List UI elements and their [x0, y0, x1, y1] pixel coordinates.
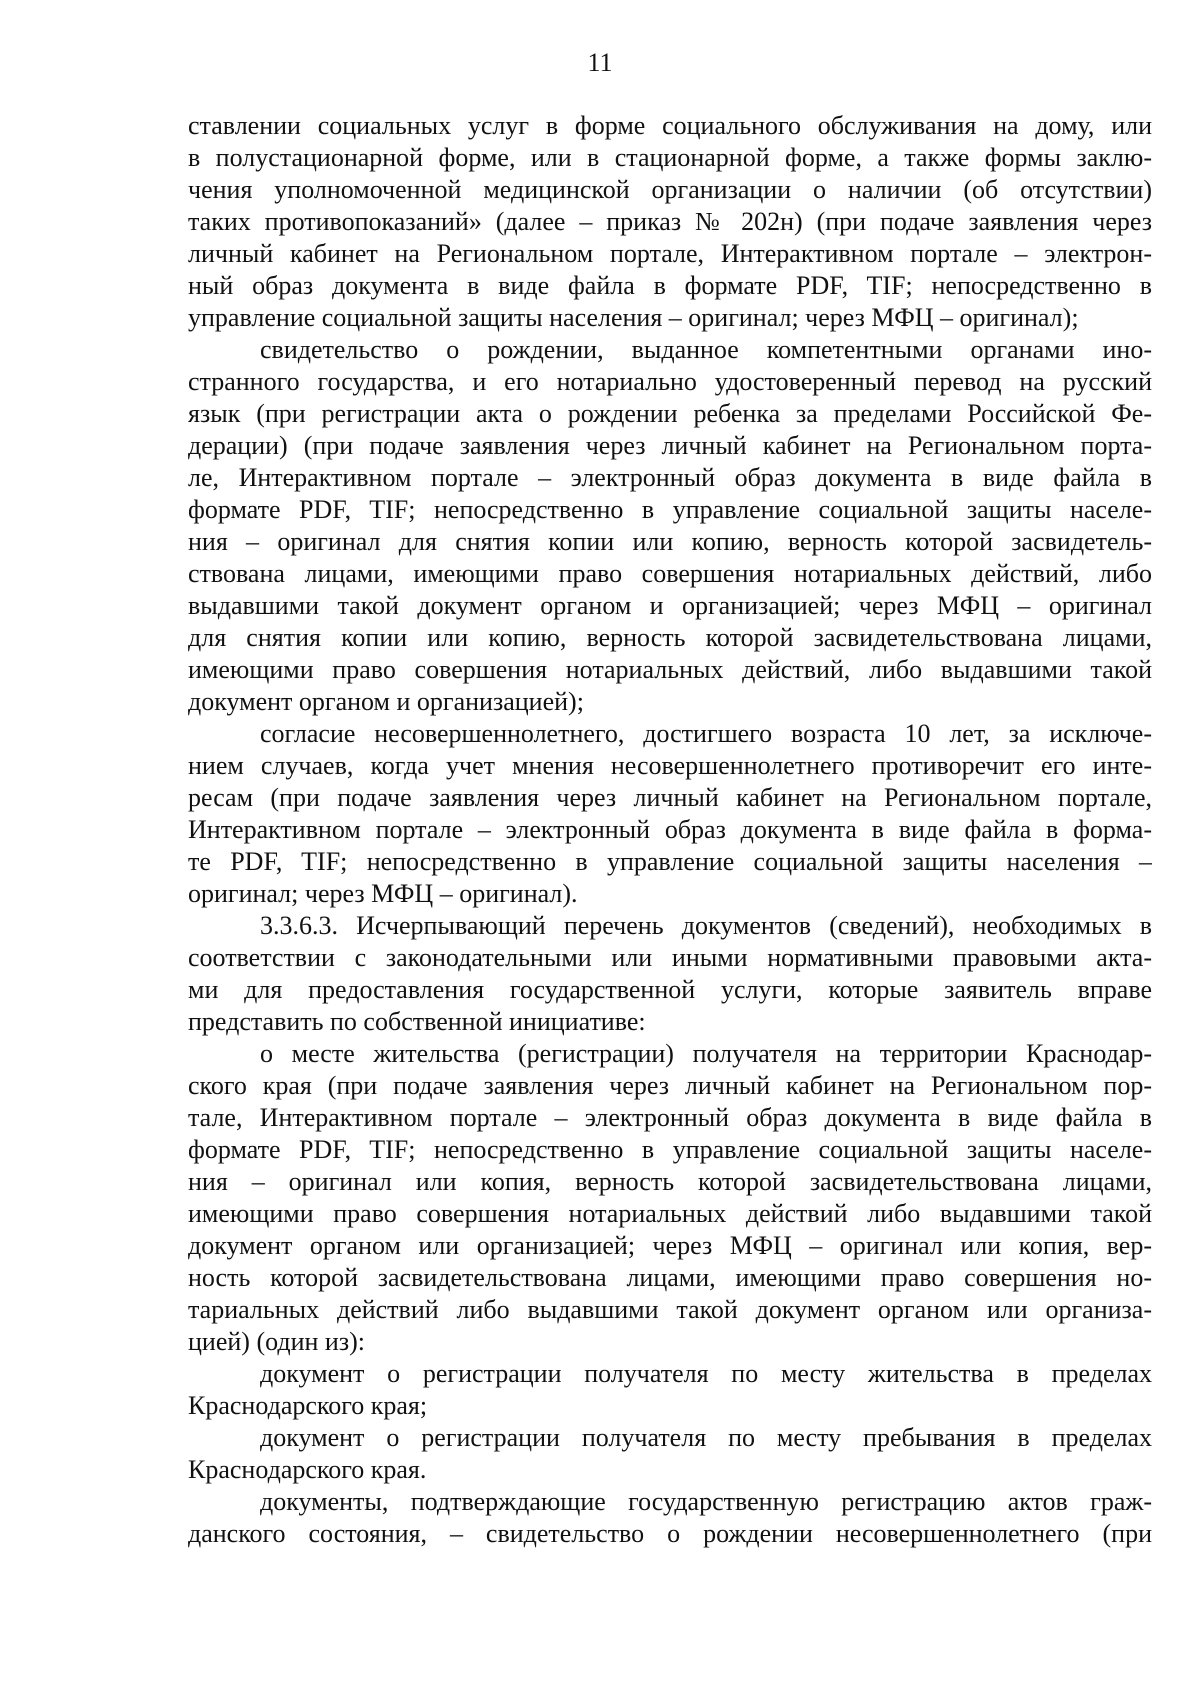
text-line: ле, Интерактивном портале – электронный образ документа в виде файла в: [188, 463, 1152, 492]
text-line: в полустационарной форме, или в стационарной форме, а также формы заклю-: [188, 143, 1152, 172]
text-line: 3.3.6.3. Исчерпывающий перечень документов (сведений), необходимых в: [260, 911, 1152, 940]
text-line: ми для предоставления государственной услуги, которые заявитель вправе: [188, 975, 1152, 1004]
text-line: дерации) (при подаче заявления через личный кабинет на Региональном порта-: [188, 431, 1152, 460]
text-line: выдавшими такой документ органом и организацией; через МФЦ – оригинал: [188, 591, 1152, 620]
text-line: имеющими право совершения нотариальных действий либо выдавшими такой: [188, 1199, 1152, 1228]
text-line: формате PDF, TIF; непосредственно в управление социальной защиты населе-: [188, 1135, 1152, 1164]
text-line: Краснодарского края;: [188, 1391, 428, 1420]
text-line: ского края (при подаче заявления через личный кабинет на Региональном пор-: [188, 1071, 1152, 1100]
text-line: цией) (один из):: [188, 1327, 365, 1356]
text-line: имеющими право совершения нотариальных действий, либо выдавшими такой: [188, 655, 1152, 684]
text-line: свидетельство о рождении, выданное компетентными органами ино-: [260, 335, 1152, 364]
text-line: ный образ документа в виде файла в формате PDF, TIF; непосредственно в: [188, 271, 1152, 300]
text-line: для снятия копии или копию, верность которой засвидетельствована лицами,: [188, 623, 1152, 652]
text-line: документы, подтверждающие государственную регистрацию актов граж-: [260, 1487, 1152, 1516]
text-line: личный кабинет на Региональном портале, Интерактивном портале – электрон-: [188, 239, 1152, 268]
text-line: нием случаев, когда учет мнения несовершеннолетнего противоречит его инте-: [188, 751, 1152, 780]
text-line: формате PDF, TIF; непосредственно в управление социальной защиты населе-: [188, 495, 1152, 524]
text-line: документ о регистрации получателя по месту пребывания в пределах: [260, 1423, 1152, 1452]
page-number: 11: [587, 48, 613, 77]
text-line: странного государства, и его нотариально удостоверенный перевод на русский: [188, 367, 1152, 396]
text-line: чения уполномоченной медицинской организации о наличии (об отсутствии): [188, 175, 1152, 204]
text-line: Краснодарского края.: [188, 1455, 427, 1484]
text-line: документ о регистрации получателя по месту жительства в пределах: [260, 1359, 1152, 1388]
text-line: документ органом или организацией; через МФЦ – оригинал или копия, вер-: [188, 1231, 1152, 1260]
text-line: ность которой засвидетельствована лицами, имеющими право совершения но-: [188, 1263, 1152, 1292]
text-line: ресам (при подаче заявления через личный кабинет на Региональном портале,: [188, 783, 1152, 812]
text-line: оригинал; через МФЦ – оригинал).: [188, 879, 578, 908]
text-line: согласие несовершеннолетнего, достигшего возраста 10 лет, за исключе-: [260, 719, 1152, 748]
text-line: соответствии с законодательными или иными нормативными правовыми акта-: [188, 943, 1152, 972]
text-line: таких противопоказаний» (далее – приказ № 202н) (при подаче заявления через: [188, 207, 1152, 236]
text-line: Интерактивном портале – электронный образ документа в виде файла в форма-: [188, 815, 1152, 844]
text-line: о месте жительства (регистрации) получателя на территории Краснодар-: [260, 1039, 1152, 1068]
text-line: управление социальной защиты населения – оригинал; через МФЦ – оригинал);: [188, 303, 1079, 332]
text-line: ставлении социальных услуг в форме социального обслуживания на дому, или: [188, 111, 1152, 140]
text-line: ствована лицами, имеющими право совершения нотариальных действий, либо: [188, 559, 1152, 588]
document-body: [188, 110, 1152, 1550]
text-line: документ органом и организацией);: [188, 687, 584, 716]
text-line: те PDF, TIF; непосредственно в управление социальной защиты населения –: [188, 847, 1152, 876]
text-line: язык (при регистрации акта о рождении ребенка за пределами Российской Фе-: [188, 399, 1152, 428]
text-line: тариальных действий либо выдавшими такой документ органом или организа-: [188, 1295, 1152, 1324]
text-line: тале, Интерактивном портале – электронный образ документа в виде файла в: [188, 1103, 1152, 1132]
text-line: ния – оригинал или копия, верность которой засвидетельствована лицами,: [188, 1167, 1152, 1196]
text-line: представить по собственной инициативе:: [188, 1007, 646, 1036]
text-line: данского состояния, – свидетельство о рождении несовершеннолетнего (при: [188, 1519, 1152, 1548]
text-line: ния – оригинал для снятия копии или копию, верность которой засвидетель-: [188, 527, 1152, 556]
